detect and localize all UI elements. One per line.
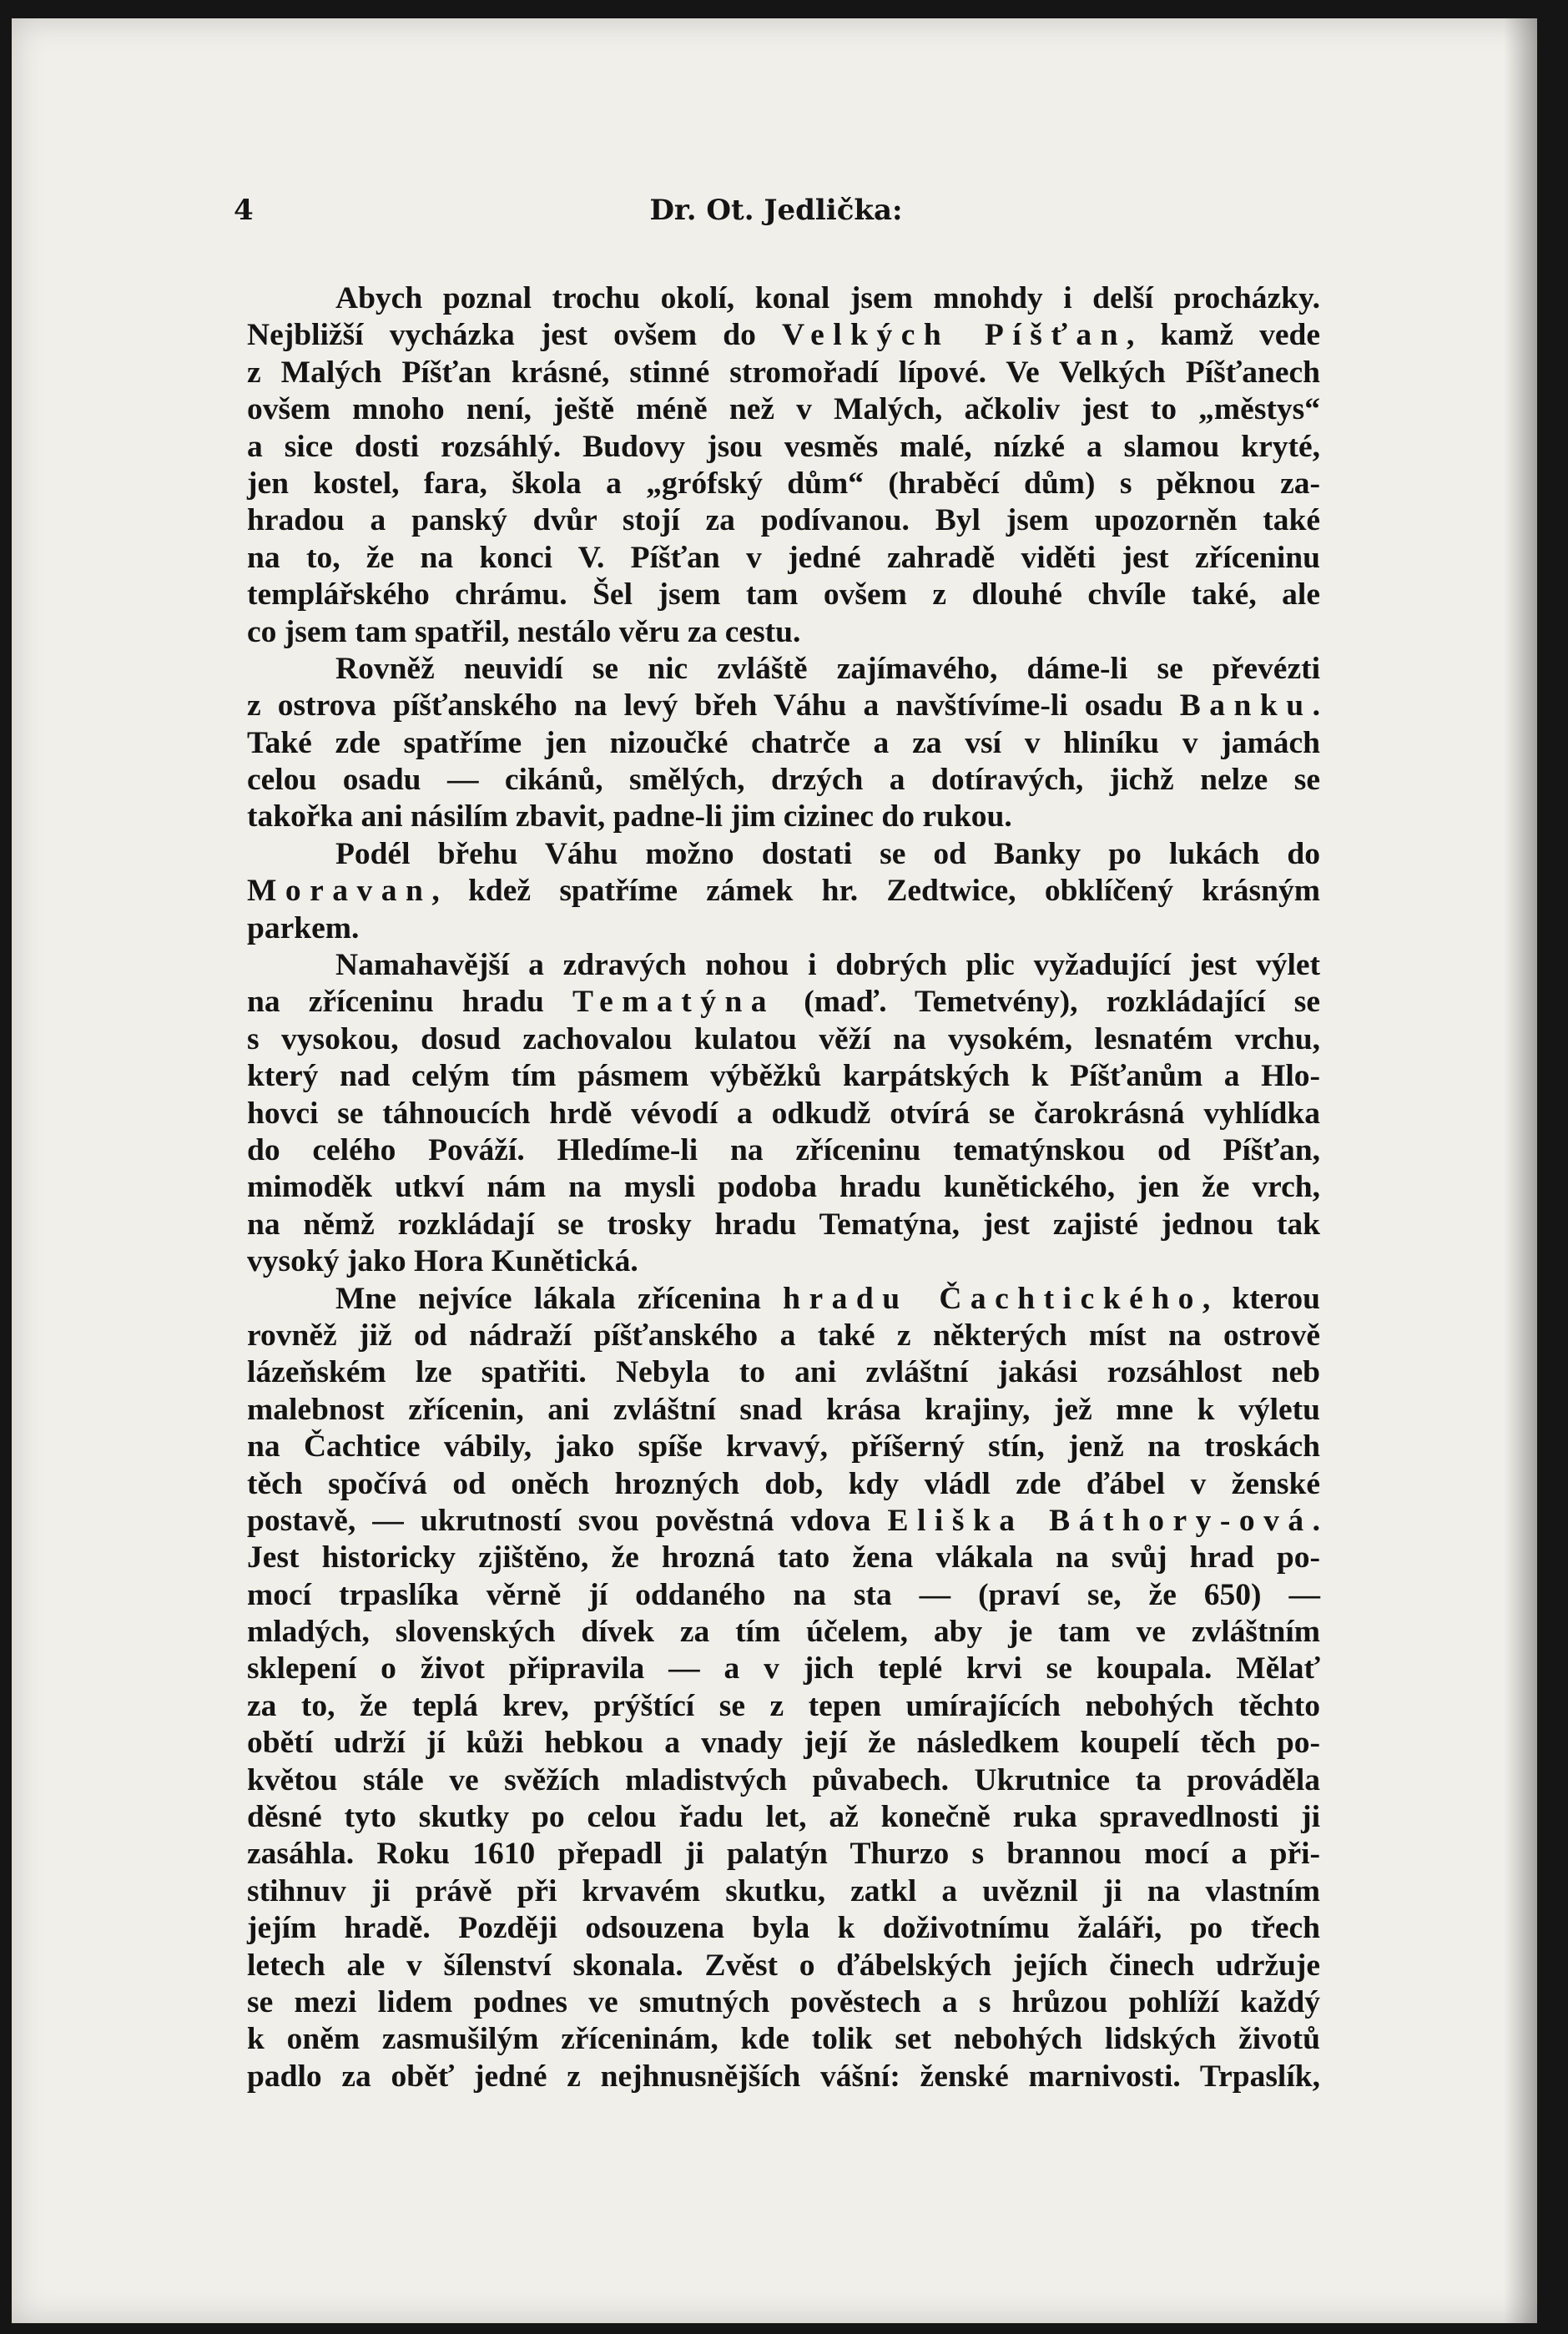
text-segment: těch spočívá od oněch hrozných dob, kdy vládl zde ďábel v ženské: [247, 1466, 1320, 1501]
text-segment: lázeňském lze spatřiti. Nebyla to ani zvláštní jakási rozsáhlost neb: [247, 1355, 1320, 1390]
text-line: [247, 502, 1320, 539]
text-line: [247, 1503, 1320, 1540]
text-line: [247, 280, 1320, 317]
text-line: [247, 1466, 1320, 1503]
text-segment: hradou a panský dvůr stojí za podívanou. Byl jsem upozorněn také: [247, 503, 1320, 538]
text-line: [247, 947, 1320, 984]
text-line: [247, 2059, 1320, 2095]
text-line: [247, 577, 1320, 613]
text-line: [247, 466, 1320, 502]
text-line: [247, 1354, 1320, 1391]
text-segment: z ostrova píšťanského na levý břeh Váhu a navštívíme-li osadu: [247, 688, 1180, 723]
text-segment: Namahavější a zdravých nohou i dobrých plic vyžadující jest výlet: [335, 948, 1320, 983]
text-segment: templářského chrámu. Šel jsem tam ovšem z dlouhé chvíle také, ale: [247, 577, 1320, 612]
text-line: [247, 391, 1320, 428]
text-line: [247, 1243, 1320, 1280]
text-segment: takořka ani násilím zbavit, padne-li jim cizinec do rukou.: [247, 799, 1012, 834]
text-segment: jejím hradě. Později odsouzena byla k doživotnímu žaláři, po třech: [247, 1911, 1320, 1946]
text-segment: padlo za oběť jedné z nejhnusnějších vášní: ženské marnivosti. Trpaslík,: [247, 2059, 1320, 2094]
text-line: [247, 651, 1320, 688]
text-segment: obětí udrží jí kůži hebkou a vnady její že následkem koupelí těch po-: [247, 1726, 1320, 1761]
text-segment: stihnuv ji právě při krvavém skutku, zatkl a uvěznil ji na vlastním: [247, 1873, 1320, 1908]
text-line: [247, 836, 1320, 873]
text-segment: z Malých Píšťan krásné, stinné stromořadí lípové. Ve Velkých Píšťanech: [247, 355, 1320, 390]
text-segment: , kterou: [1202, 1281, 1321, 1316]
text-line: [247, 725, 1320, 762]
text-line: [247, 1577, 1320, 1614]
spaced-name: Eliška Báthory-ová: [887, 1503, 1313, 1538]
text-segment: mimoděk utkví nám na mysli podoba hradu kunětického, jen že vrch,: [247, 1170, 1320, 1205]
text-line: [247, 614, 1320, 651]
text-segment: Rovněž neuvidí se nic zvláště zajímavého, dáme-li se převézti: [335, 651, 1320, 686]
text-segment: co jsem tam spatřil, nestálo věru za cestu.: [247, 614, 801, 649]
text-line: [247, 1281, 1320, 1318]
text-line: [247, 2021, 1320, 2058]
text-segment: který nad celým tím pásmem výběžků karpátských k Píšťanům a Hlo-: [247, 1059, 1320, 1094]
text-segment: na zříceninu hradu: [247, 985, 573, 1020]
text-line: [247, 1725, 1320, 1762]
text-line: [247, 1614, 1320, 1651]
text-segment: s vysokou, dosud zachovalou kulatou věží na vysokém, lesnatém vrchu,: [247, 1021, 1320, 1056]
spaced-name: Moravan: [247, 874, 432, 909]
text-line: [247, 984, 1320, 1021]
text-line: [247, 1096, 1320, 1132]
text-segment: k oněm zasmušilým zříceninám, kde tolik set nebohých lidských životů: [247, 2022, 1320, 2057]
text-segment: děsné tyto skutky po celou řadu let, až konečně ruka spravedlnosti ji: [247, 1800, 1320, 1835]
text-line: [247, 688, 1320, 724]
text-segment: malebnost zřícenin, ani zvláštní snad krása krajiny, jež mne k výletu: [247, 1392, 1320, 1427]
text-segment: parkem.: [247, 910, 360, 945]
text-line: [247, 1207, 1320, 1243]
spaced-name: Velkých Píšťan: [781, 318, 1127, 353]
spaced-name: hradu Čachtického: [783, 1281, 1202, 1316]
text-line: [247, 799, 1320, 835]
text-segment: na němž rozkládají se trosky hradu Tematýna, jest zajisté jednou tak: [247, 1207, 1320, 1242]
text-segment: na Čachtice vábily, jako spíše krvavý, příšerný stín, jenž na troskách: [247, 1429, 1320, 1464]
text-segment: celou osadu — cikánů, smělých, drzých a dotíravých, jichž nelze se: [247, 763, 1320, 798]
text-segment: hovci se táhnoucích hrdě vévodí a odkudž otvírá se čarokrásná vyhlídka: [247, 1096, 1320, 1131]
text-line: [247, 1318, 1320, 1354]
text-line: [247, 1169, 1320, 1206]
text-line: [247, 1910, 1320, 1947]
text-line: [247, 1948, 1320, 1984]
text-line: [247, 1058, 1320, 1095]
spaced-name: Banku: [1179, 688, 1313, 723]
text-segment: květou stále ve svěžích mladistvých půvabech. Ukrutnice ta prováděla: [247, 1762, 1320, 1797]
text-line: [247, 1762, 1320, 1799]
text-line: [247, 429, 1320, 466]
text-line: [247, 1651, 1320, 1687]
text-line: [247, 317, 1320, 354]
text-segment: Také zde spatříme jen nizoučké chatrče a za vsí v hliníku v jamách: [247, 725, 1320, 760]
text-line: [247, 910, 1320, 947]
text-segment: (maď. Temetvény), rozkládající se: [775, 985, 1320, 1020]
text-segment: se mezi lidem podnes ve smutných pověstech a s hrůzou pohlíží každý: [247, 1984, 1320, 2019]
text-segment: postavě, — ukrutností svou pověstná vdova: [247, 1503, 888, 1538]
text-line: [247, 1392, 1320, 1429]
text-line: [247, 540, 1320, 577]
spaced-name: Tematýna: [572, 985, 776, 1020]
page-number: 4: [234, 194, 254, 227]
book-page: [12, 18, 1537, 2323]
text-line: [247, 1132, 1320, 1169]
text-line: [247, 1873, 1320, 1910]
text-segment: .: [1312, 1503, 1320, 1538]
text-line: [247, 1984, 1320, 2021]
text-line: [247, 1429, 1320, 1465]
text-segment: na to, že na konci V. Píšťan v jedné zahradě viděti jest zříceninu: [247, 540, 1320, 575]
text-segment: Nejbližší vycházka jest ovšem do: [247, 318, 782, 353]
page-header: [234, 194, 1318, 244]
text-segment: vysoký jako Hora Kunětická.: [247, 1244, 638, 1279]
text-segment: sklepení o život připravila — a v jich teplé krvi se koupala. Mělať: [247, 1651, 1320, 1686]
text-segment: zasáhla. Roku 1610 přepadl ji palatýn Thurzo s brannou mocí a při-: [247, 1837, 1320, 1872]
text-line: [247, 873, 1320, 910]
text-segment: jen kostel, fara, škola a „grófský dům“ (hraběcí dům) s pěknou za-: [247, 466, 1320, 501]
text-line: [247, 762, 1320, 799]
text-line: [247, 1799, 1320, 1836]
text-segment: ovšem mnoho není, ještě méně než v Malých, ačkoliv jest to „městys“: [247, 392, 1320, 427]
text-segment: rovněž již od nádraží píšťanského a také z některých míst na ostrově: [247, 1318, 1320, 1353]
text-segment: Jest historicky zjištěno, že hrozná tato žena vlákala na svůj hrad po-: [247, 1540, 1320, 1575]
text-segment: Abych poznal trochu okolí, konal jsem mnohdy i delší procházky.: [335, 281, 1320, 315]
text-segment: , kdež spatříme zámek hr. Zedtwice, obklíčený krásným: [431, 874, 1320, 909]
text-line: [247, 1688, 1320, 1725]
text-segment: mladých, slovenských dívek za tím účelem, aby je tam ve zvláštním: [247, 1615, 1320, 1650]
text-segment: Podél břehu Váhu možno dostati se od Banky po lukách do: [335, 836, 1320, 871]
body-text: [247, 280, 1320, 2095]
text-segment: , kamž vede: [1126, 318, 1320, 353]
text-line: [247, 1021, 1320, 1058]
text-line: [247, 1836, 1320, 1873]
text-segment: mocí trpaslíka věrně jí oddaného na sta — (praví se, že 650) —: [247, 1577, 1320, 1612]
running-title: Dr. Ot. Jedlička:: [649, 194, 903, 227]
text-segment: za to, že teplá krev, prýštící se z tepen umírajících nebohých těchto: [247, 1688, 1320, 1723]
text-line: [247, 1540, 1320, 1576]
text-segment: Mne nejvíce lákala zřícenina: [335, 1281, 784, 1316]
text-segment: letech ale v šílenství skonala. Zvěst o ďábelských jejích činech udržuje: [247, 1948, 1320, 1983]
text-segment: .: [1312, 688, 1320, 723]
text-line: [247, 355, 1320, 391]
text-segment: do celého Pováží. Hledíme-li na zříceninu tematýnskou od Píšťan,: [247, 1132, 1320, 1167]
text-segment: a sice dosti rozsáhlý. Budovy jsou vesměs malé, nízké a slamou kryté,: [247, 429, 1320, 464]
